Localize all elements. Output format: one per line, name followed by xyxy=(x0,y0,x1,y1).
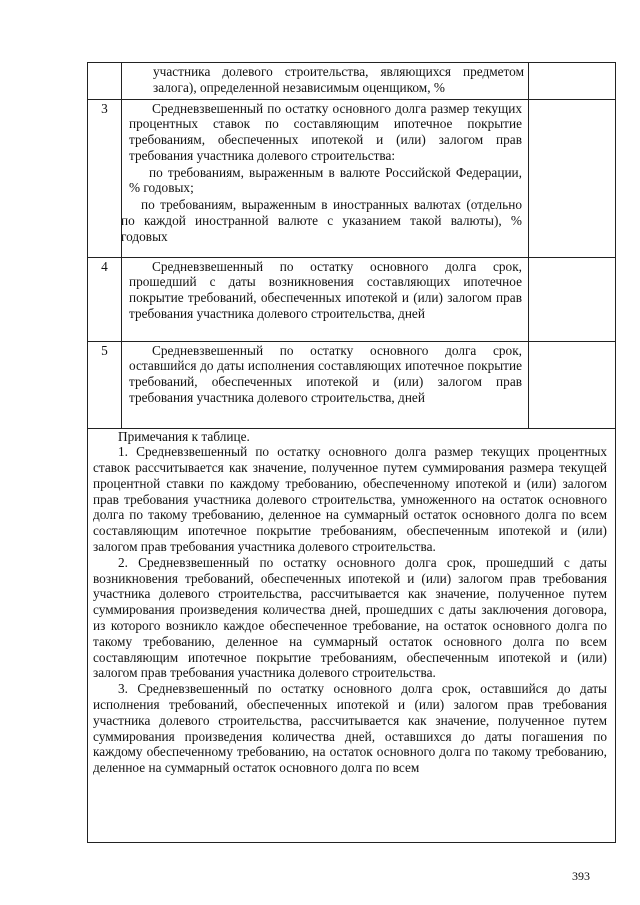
table-row xyxy=(88,63,615,99)
row-subitem: по требованиям, выраженным в валюте Российской Федерации, % годовых; xyxy=(129,164,522,196)
document-page xyxy=(87,62,616,843)
row-description: участника долевого строительства, являющихся предметом залога), определенной независимым оценщиком, % xyxy=(153,64,524,95)
table-row xyxy=(88,257,615,341)
row-description: Средневзвешенный по остатку основного долга срок, прошедший с даты возникновения составляющих ипотечное покрытие требований, обеспеченных ипотекой и (или) залогом прав требования участника долевого строительства, дней xyxy=(129,258,522,321)
table-row xyxy=(88,341,615,428)
table-row xyxy=(88,99,615,257)
note-paragraph: 3. Средневзвешенный по остатку основного долга срок, оставшийся до даты исполнения требований, обеспеченных ипотекой и (или) залогом прав требования участника долевого строительства, рассчитывается как значение, полученное путем суммирования произведения количества дней, оставшихся до даты погашения по каждому обеспеченному требованию, на остаток основного долга по такому требованию, деленное на суммарный остаток основного долга по всем xyxy=(93,681,607,776)
note-paragraph: 2. Средневзвешенный по остатку основного долга срок, прошедший с даты возникновения требований, обеспеченных ипотекой и (или) залогом прав требования участника долевого строительства, рассчитывается как значение, полученное путем суммирования произведения количества дней, прошедших с даты заключения договора, из которого возникло каждое обеспеченное требование, на остаток основного долга по такому требованию, деленное на суммарный остаток основного долга по всем составляющим ипотечное покрытие требованиям, обеспеченным ипотекой и (или) залогом прав требования участника долевого строительства. xyxy=(93,554,607,681)
notes-heading: Примечания к таблице. xyxy=(118,428,250,444)
note-paragraph: 1. Средневзвешенный по остатку основного долга размер текущих процентных ставок рассчитывается как значение, полученное путем суммирования размера текущей процентной ставки по каждому требованию, обеспеченному ипотекой и (или) залогом прав требования участника долевого строительства, умноженного на остаток основного долга по такому требованию, деленное на суммарный остаток основного долга по всем составляющим ипотечное покрытие требованиям, обеспеченным ипотекой и (или) залогом прав требования участника долевого строительства. xyxy=(93,444,607,555)
row-number: 4 xyxy=(88,257,122,341)
row-description: Средневзвешенный по остатку основного долга размер текущих процентных ставок по составляющим ипотечное покрытие требованиям, обеспеченных ипотекой и (или) залогом прав требования участника долевого строительства: xyxy=(129,100,522,163)
row-number xyxy=(88,63,122,99)
row-value-cell xyxy=(529,257,616,341)
data-table xyxy=(88,63,615,429)
row-number: 3 xyxy=(88,99,122,257)
row-description: Средневзвешенный по остатку основного долга срок, оставшийся до даты исполнения составляющих ипотечное покрытие требований, обеспеченных ипотекой и (или) залогом прав требования участника долевого строительства, дней xyxy=(129,342,522,405)
row-value-cell xyxy=(529,63,616,99)
page-number: 393 xyxy=(572,869,590,883)
row-subitem: по требованиям, выраженным в иностранных валютах (отдельно по каждой иностранной валюте с указанием такой валюты), % годовых xyxy=(121,197,522,244)
row-value-cell xyxy=(529,341,616,428)
row-value-cell xyxy=(529,99,616,257)
row-number: 5 xyxy=(88,341,122,428)
table-notes xyxy=(88,429,615,777)
